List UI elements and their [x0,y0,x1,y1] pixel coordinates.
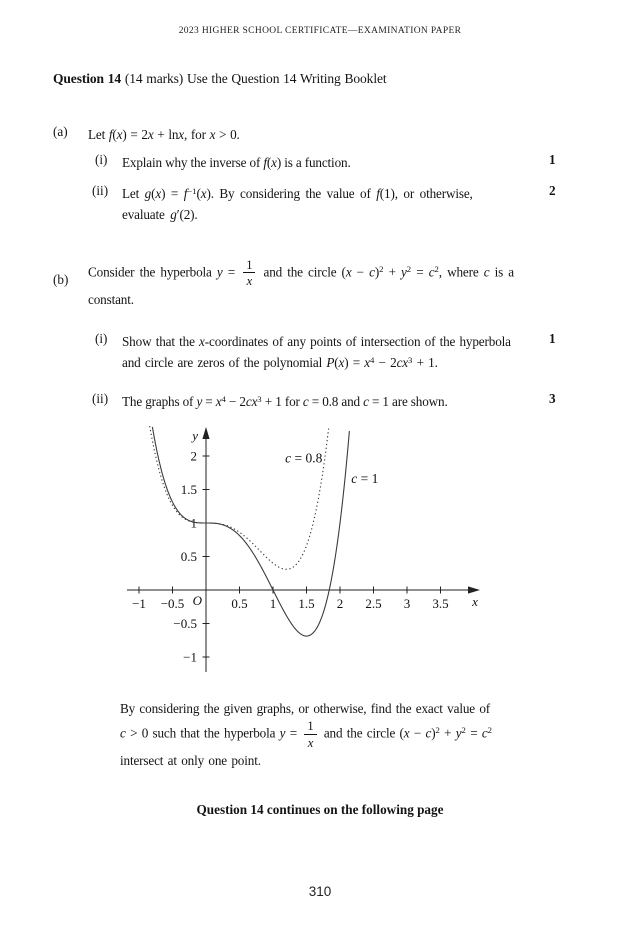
y-tick-label: −1 [183,649,197,665]
page-header: 2023 HIGHER SCHOOL CERTIFICATE—EXAMINATION PAPER [178,26,462,36]
x-tick-label: 1.5 [298,596,315,611]
part-a-ii-marks: 2 [549,183,556,198]
x-tick-label: −0.5 [160,596,185,611]
x-tick-label: 1 [269,596,277,611]
part-a-ii-text: Let $g(x) = f^{-1}(x)$. By considering the value of f(1), or otherwise, evaluate g′(2). [122,185,473,223]
y-tick-label: 1.5 [180,482,197,497]
x-tick-label: 3.5 [432,596,449,611]
y-axis-arrow-icon [202,427,209,439]
part-a-i-text: Explain why the inverse of f(x) is a function. [122,155,351,170]
curve-label: c = 1 [351,470,379,486]
part-a-text: Let f(x) = 2x + lnx, for x > 0. [88,127,240,142]
y-tick-label: −0.5 [173,616,197,631]
part-b-text: Consider the hyperbola y = $\frac{1}{x}$ and the circle $(x - c)^2 + y^2 = c^2$, where c is a constant. [88,258,514,307]
x-tick-label: 0.5 [231,596,248,611]
y-tick-label: 1 [190,515,197,531]
part-b-i-text: Show that the x-coordinates of any points of intersection of the hyperbola and circle are zeros of the polynomial $P(x) = x^4 - 2cx^3 + 1$. [122,334,511,371]
origin-label: O [192,593,202,608]
part-b-label: (b) [53,272,69,287]
y-axis-label: y [192,428,198,443]
part-a-i-label: (i) [95,152,108,167]
part-a-i-marks: 1 [549,152,556,167]
curve-label: c = 0.8 [285,450,323,466]
closing-text: By considering the given graphs, or otherwise, find the exact value of c > 0 such that the hyperbola y = $\frac{1}{x}$ and the circle $(x - c)^2 + y^2 = c^2$ intersect at only one point. [120,701,492,768]
fraction: $\frac{1}{x}$ [304,719,316,750]
part-b-i-marks: 1 [549,331,556,346]
fraction: $\frac{1}{x}$ [243,258,255,289]
x-axis-arrow-icon [468,586,480,593]
page-number: 310 [308,884,332,899]
x-tick-label: 3 [403,596,411,611]
x-tick-label: −1 [132,596,146,611]
part-b-ii-label: (ii) [92,391,109,406]
y-tick-label: 0.5 [180,549,197,564]
curve-dotted [150,426,329,569]
continues-note: Question 14 continues on the following page [196,802,444,817]
y-tick-label: 2 [190,448,197,464]
x-tick-label: 2 [336,596,344,611]
polynomial-graph [118,424,490,676]
x-tick-label: 2.5 [365,596,382,611]
part-b-ii-marks: 3 [549,391,556,406]
part-a-ii-label: (ii) [92,183,109,198]
part-a-label: (a) [53,124,68,139]
part-b-ii-text: The graphs of $y = x^4 - 2cx^3 + 1$ for c = 0.8 and c = 1 are shown. [122,393,448,409]
part-b-i-label: (i) [95,331,108,346]
question-title: Question 14 (14 marks) Use the Question 14 Writing Booklet [53,71,387,86]
x-axis-label: x [472,594,478,609]
